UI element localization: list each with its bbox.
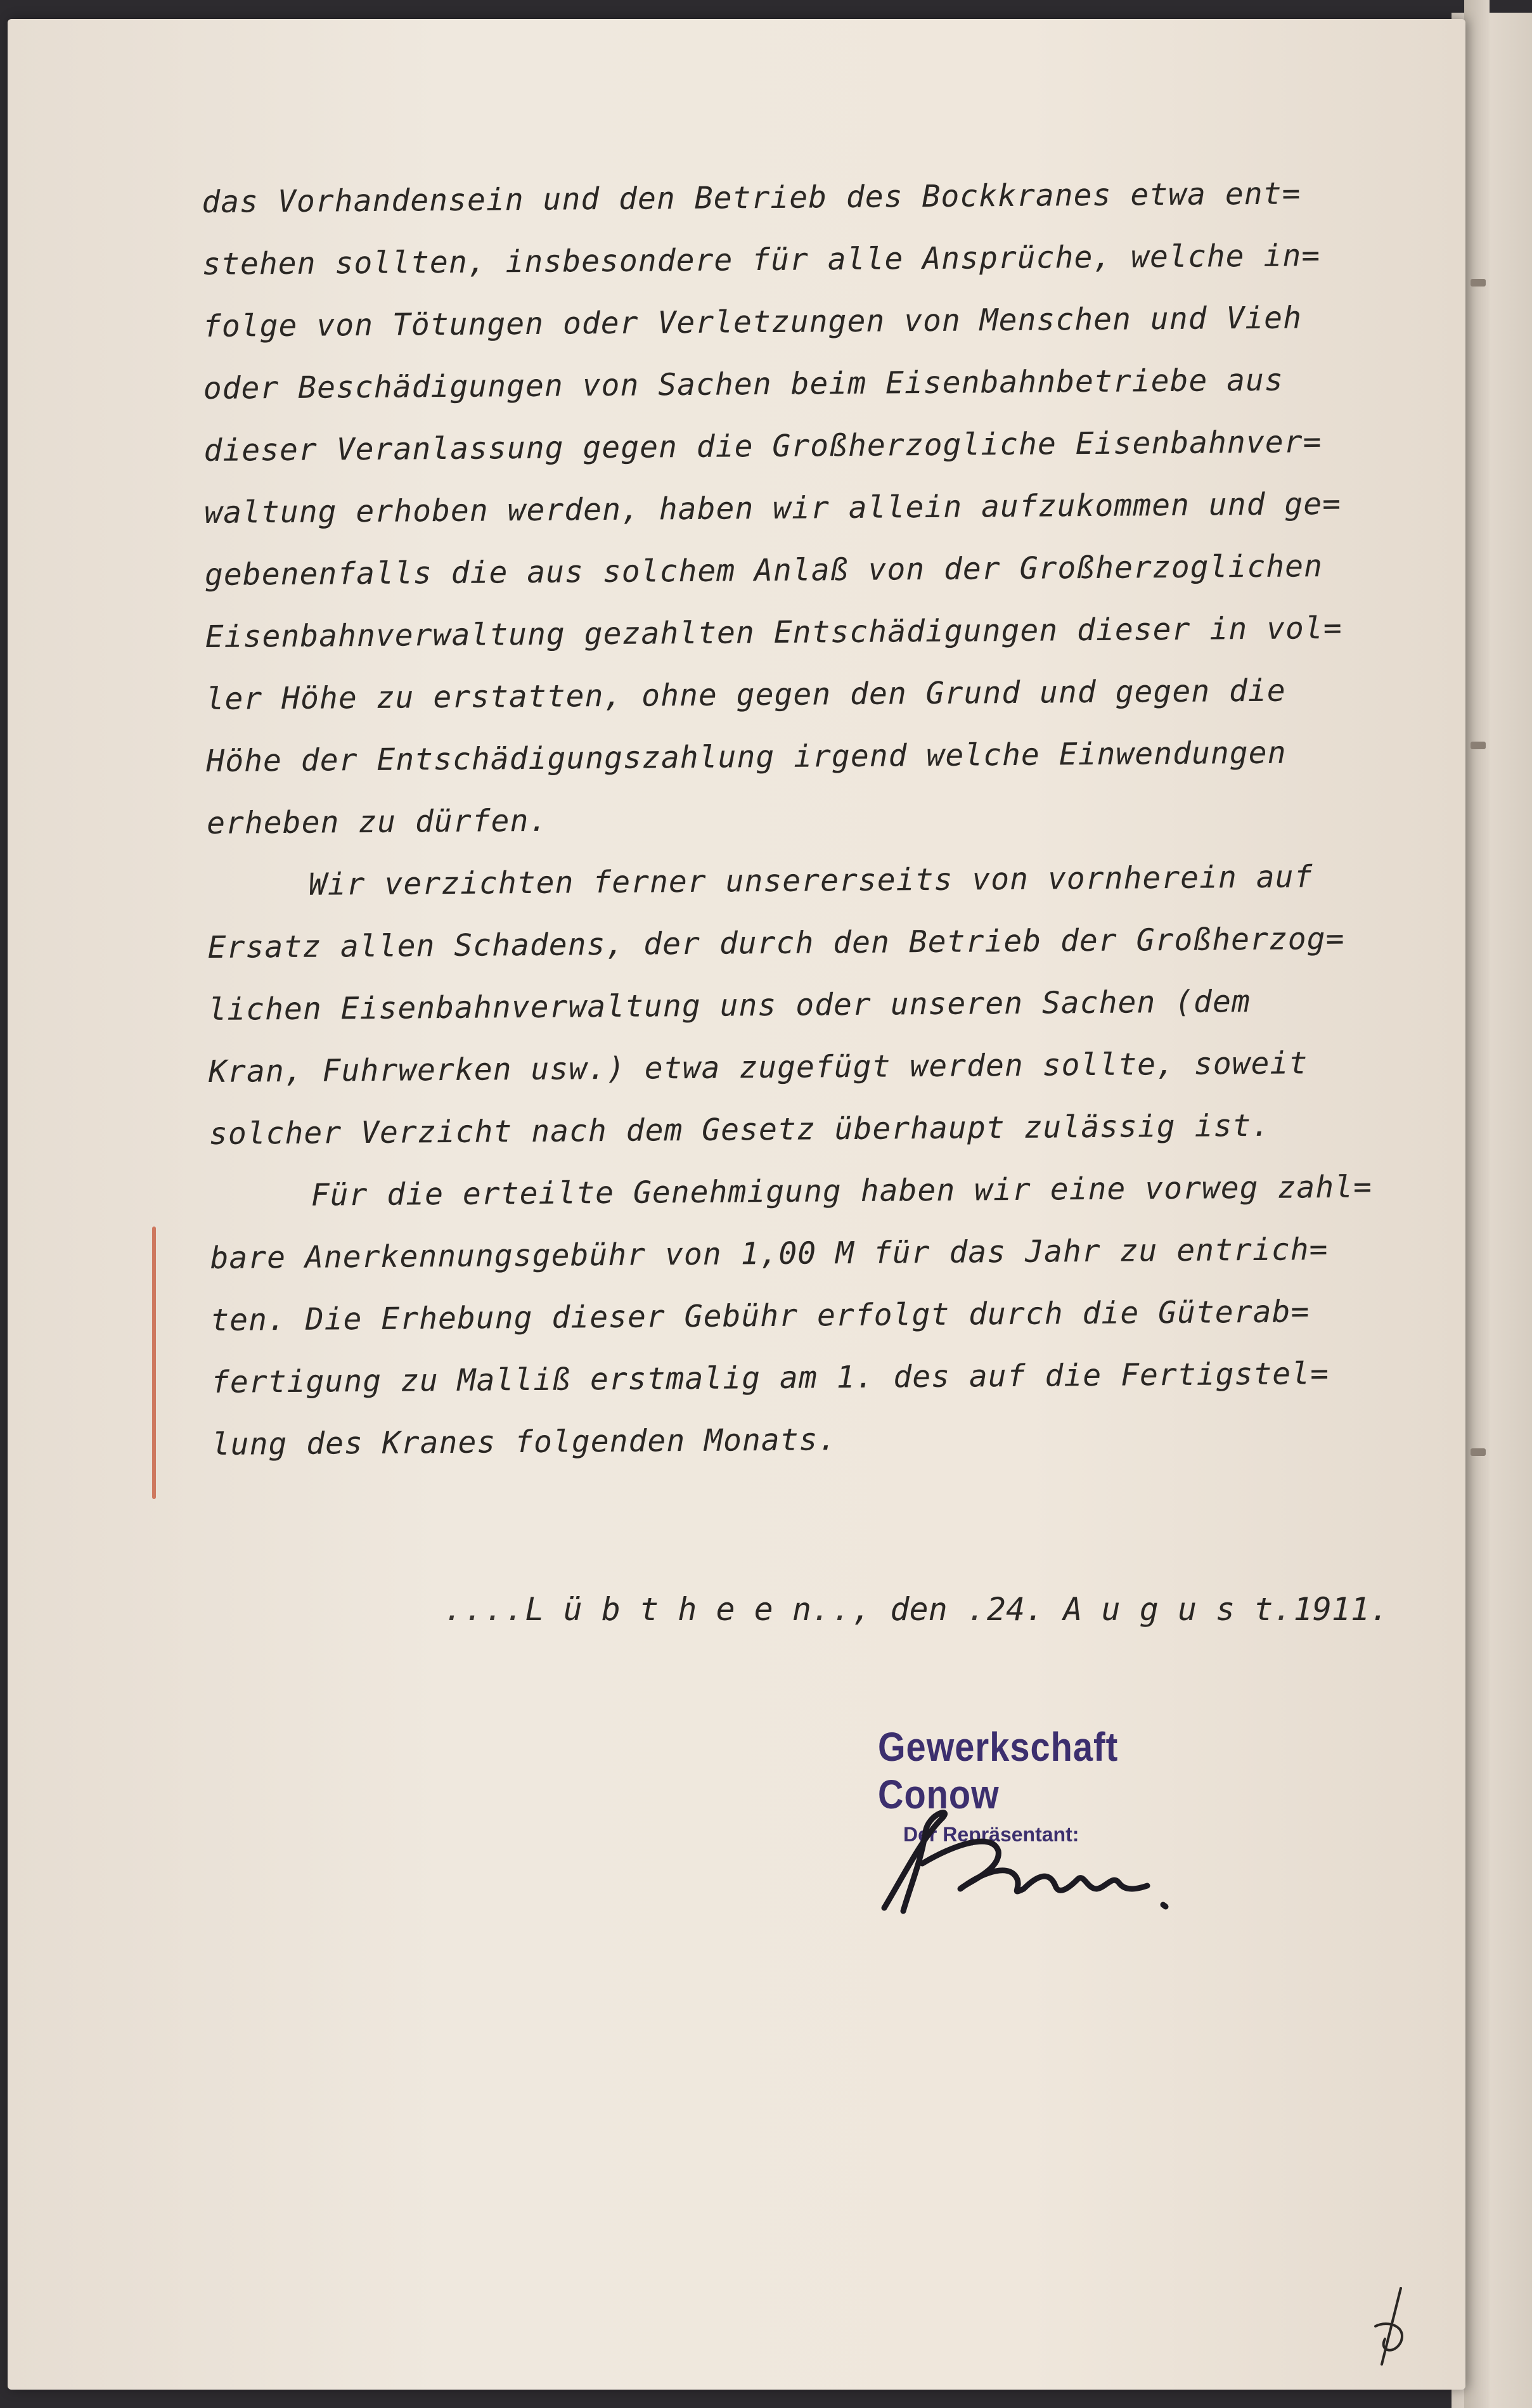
text-line: lichen Eisenbahnverwaltung uns oder unseren Sachen (dem: [208, 984, 1251, 1027]
text-line: Für die erteilte Genehmigung haben wir eine vorweg zahl=: [311, 1169, 1373, 1213]
handwritten-initial: [1363, 2282, 1420, 2371]
staple-mark: [1471, 279, 1486, 287]
staple-mark: [1471, 742, 1486, 749]
dotted-fill: .: [966, 1591, 987, 1628]
text-line: das Vorhandensein und den Betrieb des Bockkranes etwa ent=: [202, 176, 1301, 220]
text-line: folge von Tötungen oder Verletzungen von Menschen und Vieh: [202, 300, 1303, 344]
text-line: oder Beschädigungen von Sachen beim Eisenbahnbetriebe aus: [203, 362, 1284, 406]
text-line: Wir verzichten ferner unsererseits von vornherein auf: [308, 859, 1313, 903]
stamp-role: Der Repräsentant:: [903, 1823, 1079, 1846]
text-line: solcher Verzicht nach dem Gesetz überhaupt zulässig ist.: [209, 1107, 1271, 1152]
text-line: ten. Die Erhebung dieser Gebühr erfolgt durch die Güterab=: [210, 1294, 1310, 1338]
text-line: erheben zu dürfen.: [206, 802, 548, 841]
text-line: fertigung zu Malliß erstmalig am 1. des auf die Fertigstel=: [210, 1356, 1330, 1400]
text-line: Eisenbahnverwaltung gezahlten Entschädigungen dieser in vol=: [205, 610, 1342, 655]
text-line: Ersatz allen Schadens, der durch den Betrieb der Großherzog=: [207, 920, 1345, 965]
text-line: lung des Kranes folgenden Monats.: [211, 1422, 837, 1462]
handwritten-signature: [865, 1794, 1195, 1921]
text-line: stehen sollten, insbesondere für alle Ansprüche, welche in=: [202, 238, 1321, 282]
dotted-fill: ..: [811, 1591, 853, 1628]
place-date-line: [444, 1591, 1394, 1628]
text-line: Höhe der Entschädigungszahlung irgend welche Einwendungen: [206, 735, 1287, 779]
date-prefix: , den: [852, 1591, 948, 1628]
place-name: L ü b t h e e n: [525, 1591, 811, 1628]
dotted-fill: ....: [444, 1591, 525, 1628]
typed-text: [202, 161, 1473, 1476]
text-line: dieser Veranlassung gegen die Großherzogliche Eisenbahnver=: [203, 424, 1322, 468]
text-line: bare Anerkennungsgebühr von 1,00 M für das Jahr zu entrich=: [210, 1232, 1329, 1276]
stamp-organization: Gewerkschaft Conow: [878, 1723, 1119, 1817]
date-year: 1911.: [1293, 1591, 1389, 1628]
dotted-fill: .: [1273, 1591, 1294, 1628]
date-day: 24.: [986, 1591, 1045, 1628]
margin-red-mark: [152, 1227, 156, 1499]
text-line: waltung erhoben werden, haben wir allein aufzukommen und ge=: [204, 486, 1342, 531]
date-month: A u g u s t: [1063, 1591, 1273, 1628]
text-line: ler Höhe zu erstatten, ohne gegen den Grund und gegen die: [205, 673, 1286, 717]
text-line: gebenenfalls die aus solchem Anlaß von der Großherzoglichen: [204, 548, 1323, 593]
text-line: Kran, Fuhrwerken usw.) etwa zugefügt werden sollte, soweit: [208, 1045, 1308, 1090]
